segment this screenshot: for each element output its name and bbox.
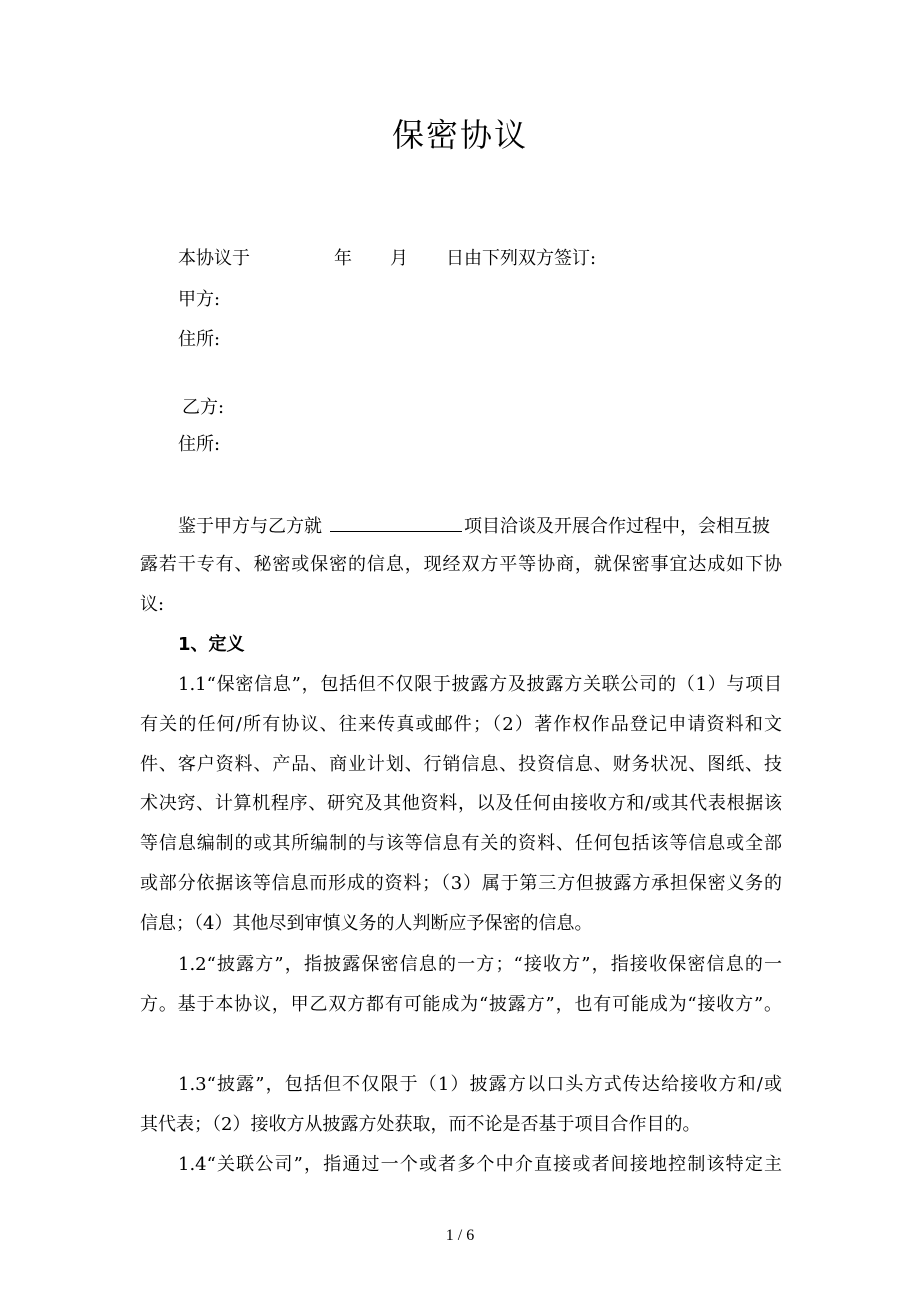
clause-1-2-line: 1.2“披露方”，指披露保密信息的一方；“接收方”，指接收保密信息的一 bbox=[178, 954, 782, 975]
clause-1-1-line: 1.1“保密信息”，包括但不仅限于披露方及披露方关联公司的（1）与项目 bbox=[178, 674, 782, 695]
preamble-year: 年 bbox=[334, 248, 352, 269]
party-b-address-label: 住所: bbox=[178, 434, 221, 455]
section-1-heading: 1、定义 bbox=[178, 634, 245, 655]
clause-1-4-line: 1.4“关联公司”，指通过一个或者多个中介直接或者间接地控制该特定主 bbox=[178, 1154, 782, 1175]
clause-1-1-line: 等信息编制的或其所编制的与该等信息有关的资料、任何包括该等信息或全部 bbox=[140, 833, 782, 854]
page-number: 1 / 6 bbox=[445, 1227, 475, 1244]
preamble-prefix: 本协议于 bbox=[178, 248, 250, 269]
clause-1-1-line: 信息；（4）其他尽到审慎义务的人判断应予保密的信息。 bbox=[140, 913, 593, 934]
clause-1-1-line: 件、客户资料、产品、商业计划、行销信息、投资信息、财务状况、图纸、技 bbox=[140, 754, 782, 775]
party-a-label: 甲方: bbox=[178, 289, 221, 310]
party-b-label: 乙方: bbox=[182, 397, 225, 418]
recital-line-1 bbox=[178, 513, 782, 539]
preamble-suffix: 日由下列双方签订: bbox=[446, 248, 597, 269]
project-name-blank bbox=[330, 513, 462, 532]
recital-start: 鉴于甲方与乙方就 bbox=[178, 516, 322, 537]
clause-1-1-line: 有关的任何/所有协议、往来传真或邮件；（2）著作权作品登记申请资料和文 bbox=[140, 714, 782, 735]
clause-1-3-line: 其代表；（2）接收方从披露方处获取，而不论是否基于项目合作目的。 bbox=[140, 1114, 701, 1135]
recital-line-2: 露若干专有、秘密或保密的信息，现经双方平等协商，就保密事宜达成如下协 bbox=[140, 554, 782, 575]
clause-1-3-line: 1.3“披露”，包括但不仅限于（1）披露方以口头方式传达给接收方和/或 bbox=[178, 1074, 782, 1095]
preamble-line bbox=[178, 247, 597, 271]
recital-end: 项目洽谈及开展合作过程中，会相互披 bbox=[464, 516, 770, 537]
clause-1-1-line: 或部分依据该等信息而形成的资料；（3）属于第三方但披露方承担保密义务的 bbox=[140, 873, 782, 894]
document-title: 保密协议 bbox=[391, 116, 528, 154]
party-a-address-label: 住所: bbox=[178, 329, 221, 350]
recital-line-3: 议: bbox=[140, 594, 165, 615]
preamble-month: 月 bbox=[390, 248, 408, 269]
clause-1-1-line: 术决窍、计算机程序、研究及其他资料，以及任何由接收方和/或其代表根据该 bbox=[140, 793, 782, 814]
clause-1-2-line: 方。基于本协议，甲乙双方都有可能成为“披露方”，也有可能成为“接收方”。 bbox=[140, 994, 782, 1015]
